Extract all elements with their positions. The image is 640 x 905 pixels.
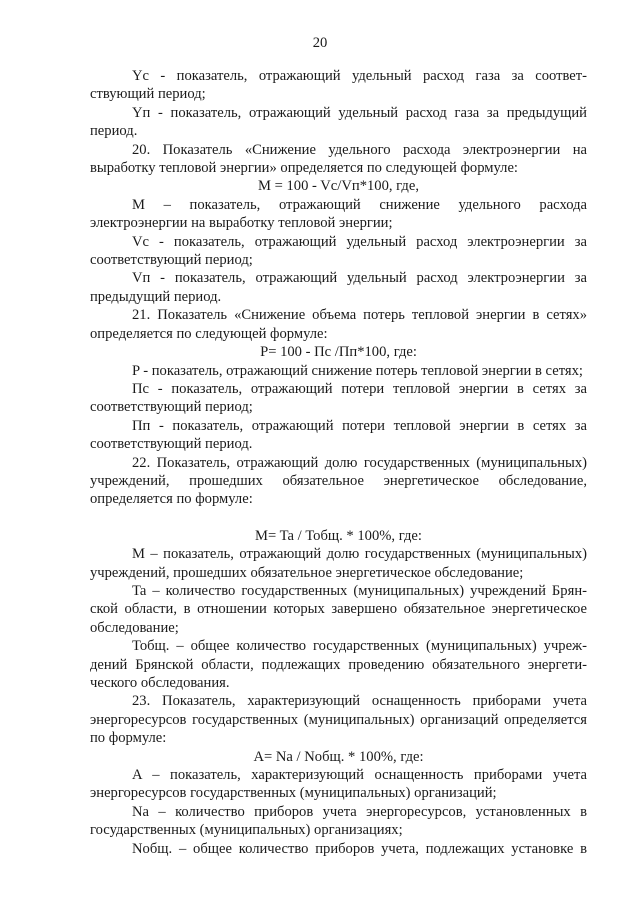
paragraph: M – показатель, отражающий снижение удельного расхода электроэнергии на выработку тепловой энергии; xyxy=(90,196,587,232)
paragraph: A – показатель, характеризующий оснащенность приборами учета энергоресурсов государственных (муниципальных) организаций; xyxy=(90,767,587,802)
paragraph: Vп - показатель, отражающий удельный расход электроэнергии за предыдущий период. xyxy=(90,270,587,305)
spacer xyxy=(90,509,587,527)
formula: M= Ta / Тобщ. * 100%, где: xyxy=(255,527,422,544)
paragraph: Тобщ. – общее количество государственных (муниципальных) учреж-дений Брянской области, подлежащих проведению обязательного энергети-ческого обследования. xyxy=(90,638,587,691)
paragraph: Пп - показатель, отражающий потери тепловой энергии в сетях за соответствующий период. xyxy=(90,417,587,453)
paragraph: Na – количество приборов учета энергоресурсов, установленных в государственных (муниципальных) организациях; xyxy=(90,803,587,839)
paragraph: Nобщ. – общее количество приборов учета, подлежащих установке в xyxy=(132,840,587,857)
paragraph: 21. Показатель «Снижение объема потерь тепловой энергии в сетях» определяется по следующей формуле: xyxy=(90,307,587,342)
paragraph: 22. Показатель, отражающий долю государственных (муниципальных) учреждений, прошедших обязательное энергетическое обследование, определяется по формуле: xyxy=(90,454,587,508)
paragraph: 20. Показатель «Снижение удельного расхода электроэнергии на выработку тепловой энергии» определяется по следующей формуле: xyxy=(90,141,587,177)
formula: A= Na / Nобщ. * 100%, где: xyxy=(253,748,424,765)
paragraph: Yп - показатель, отражающий удельный расход газа за предыдущий период. xyxy=(90,104,587,140)
paragraph: Vc - показатель, отражающий удельный расход электроэнергии за соответствующий период; xyxy=(90,233,587,269)
paragraph: 23. Показатель, характеризующий оснащенность приборами учета энергоресурсов государственных (муниципальных) организаций определяется по формуле: xyxy=(90,693,587,747)
paragraph: Пс - показатель, отражающий потери тепловой энергии в сетях за соответствующий период; xyxy=(90,380,587,416)
page-number: 20 xyxy=(312,35,328,51)
paragraph: M – показатель, отражающий долю государственных (муниципальных) учреждений, прошедших обязательное энергетическое обследование; xyxy=(90,546,587,581)
document-body xyxy=(90,67,587,858)
paragraph: Ta – количество государственных (муниципальных) учреждений Брян-ской области, в отношении которых завершено обязательное энергетическое обследование; xyxy=(90,582,587,636)
formula: P= 100 - Пс /Пп*100, где: xyxy=(260,344,417,361)
paragraph: P - показатель, отражающий снижение потерь тепловой энергии в сетях; xyxy=(132,362,583,379)
formula: M = 100 - Vc/Vп*100, где, xyxy=(257,178,419,195)
paragraph: Yс - показатель, отражающий удельный расход газа за соответ-ствующий период; xyxy=(90,68,587,103)
